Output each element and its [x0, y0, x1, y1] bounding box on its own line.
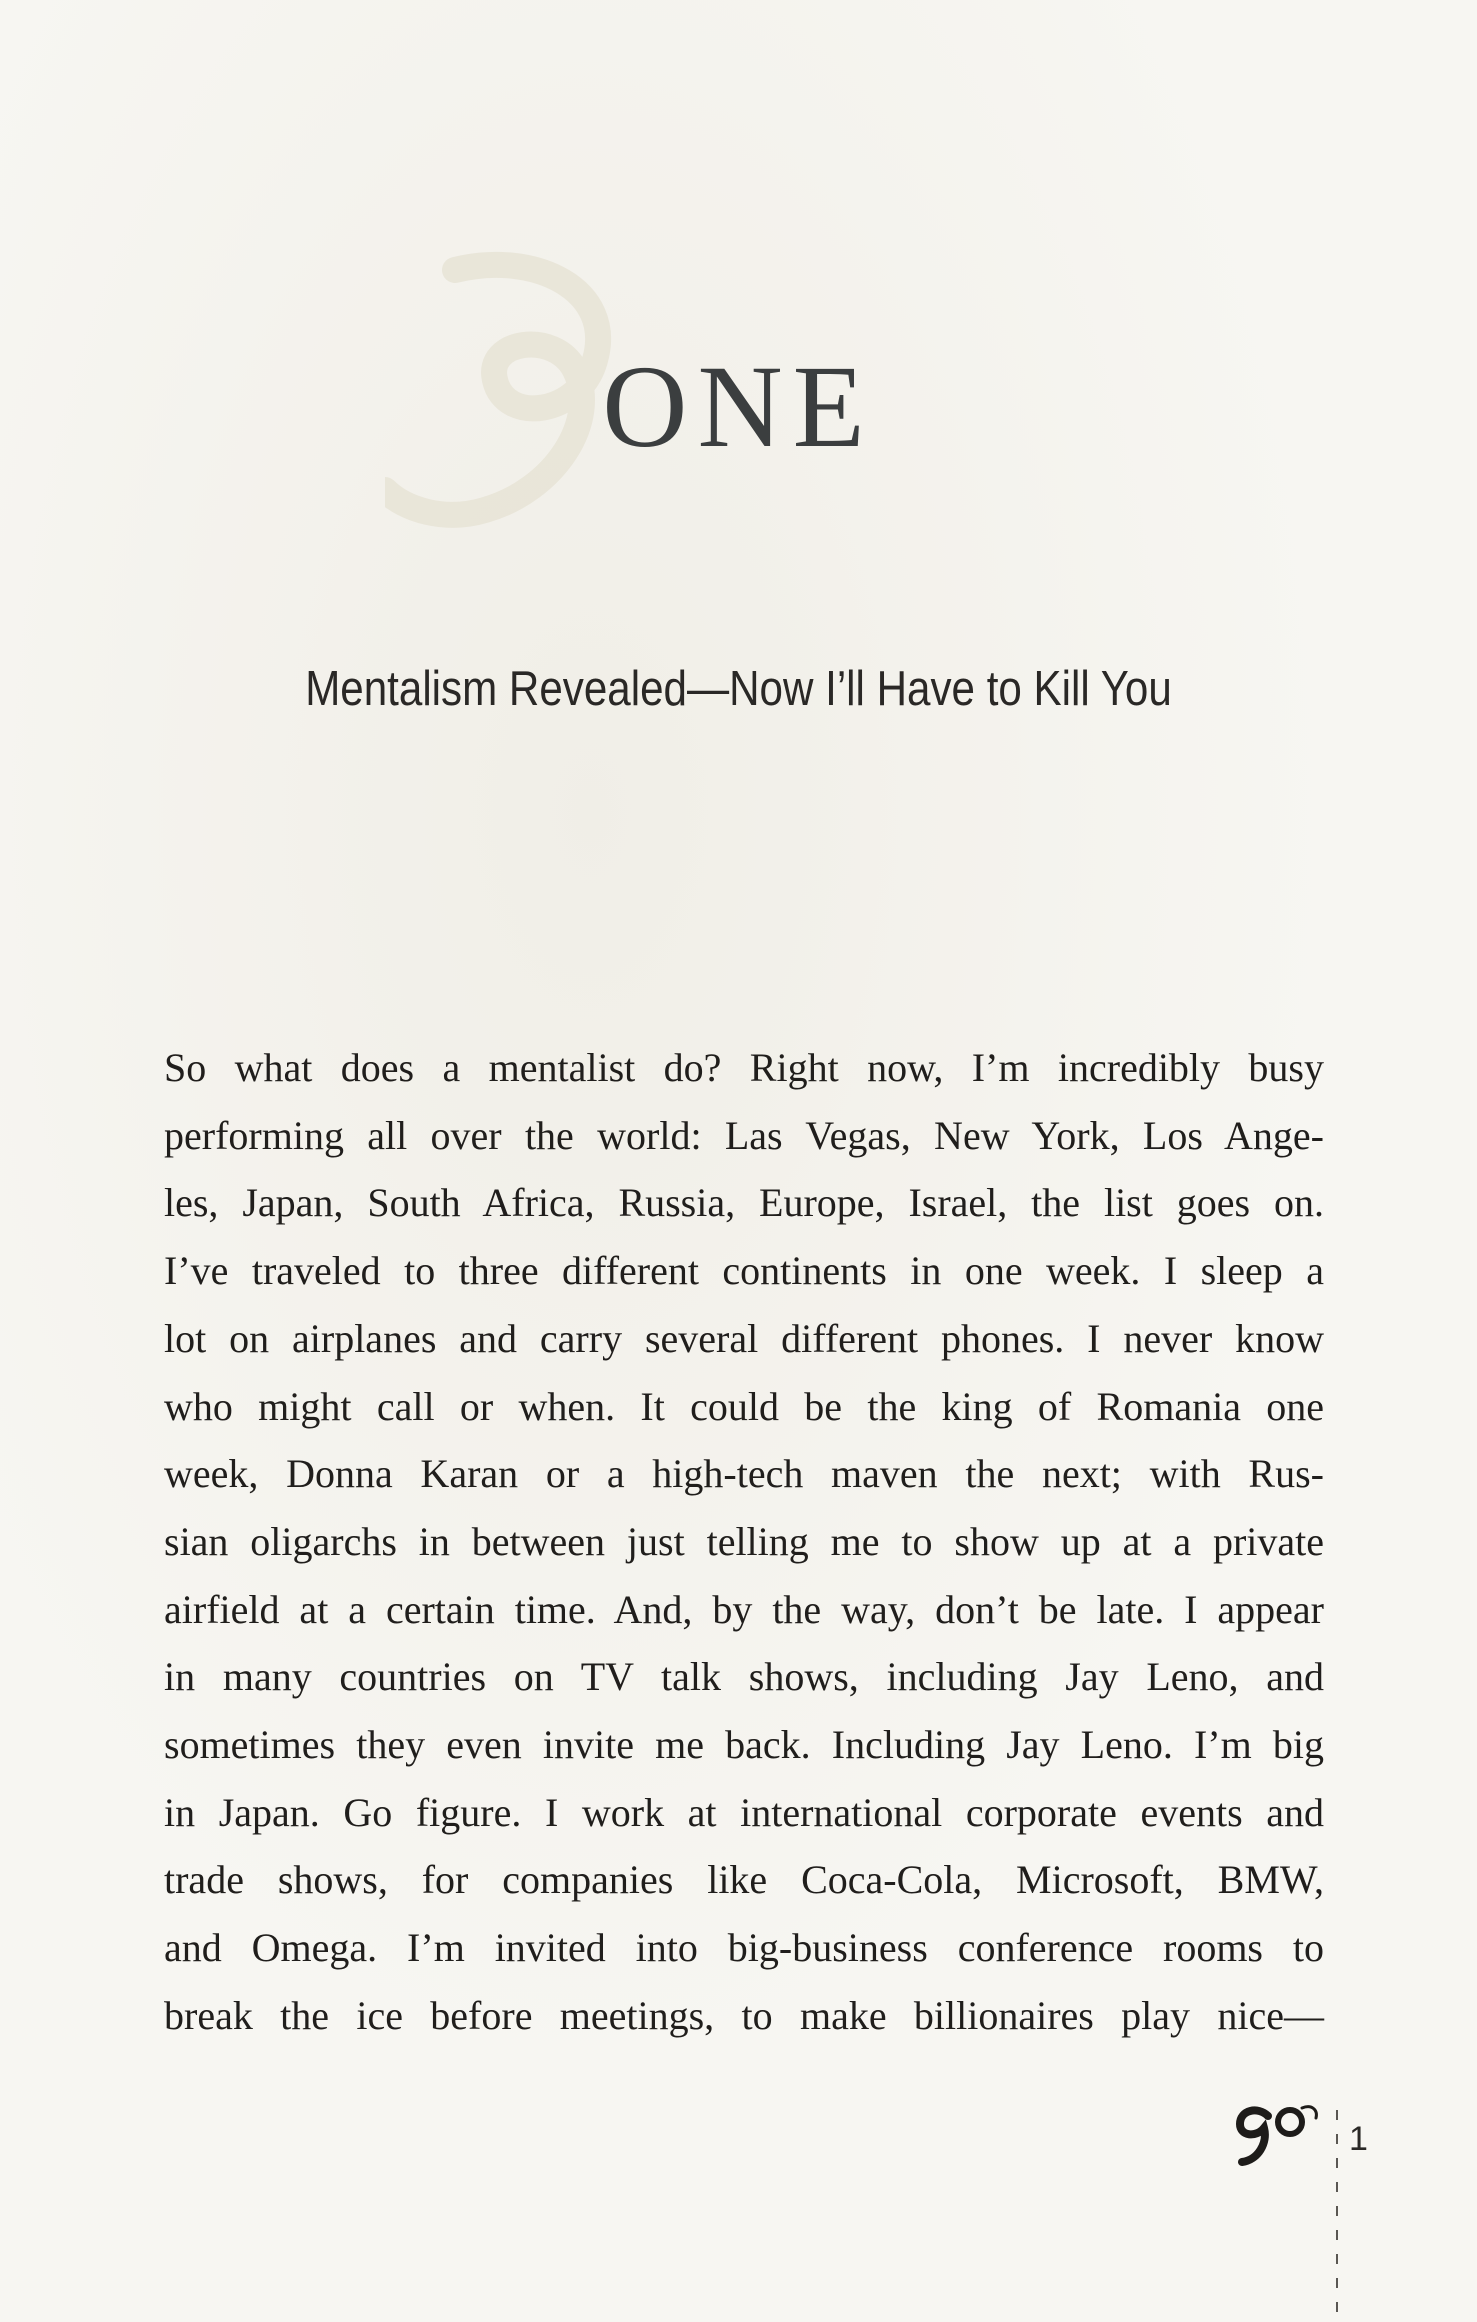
body-line: sometimes they even invite me back. Including Jay Leno. I’m big [164, 1722, 1324, 1768]
body-line: week, Donna Karan or a high-tech maven the next; with Rus- [164, 1451, 1324, 1497]
chapter-number: ONE [602, 341, 875, 472]
page-number: 1 [1349, 2120, 1368, 2158]
body-line: performing all over the world: Las Vegas, New York, Los Ange- [164, 1112, 1324, 1158]
body-line: in many countries on TV talk shows, including Jay Leno, and [164, 1654, 1324, 1700]
body-line: les, Japan, South Africa, Russia, Europe, Israel, the list goes on. [164, 1180, 1324, 1226]
body-line: So what does a mentalist do? Right now, I’m incredibly busy [164, 1045, 1324, 1090]
body-line: break the ice before meetings, to make billionaires play nice— [164, 1992, 1324, 2038]
body-line: trade shows, for companies like Coca-Cola, Microsoft, BMW, [164, 1857, 1324, 1903]
body-line: I’ve traveled to three different continents in one week. I sleep a [164, 1248, 1324, 1294]
body-line: lot on airplanes and carry several different phones. I never know [164, 1315, 1324, 1361]
body-line: airfield at a certain time. And, by the way, don’t be late. I appear [164, 1586, 1324, 1632]
body-line: who might call or when. It could be the king of Romania one [164, 1383, 1324, 1429]
folio-dotted-rule [1335, 2110, 1339, 2322]
body-paragraph [164, 1034, 1324, 2050]
swirl-90-logo-icon [1228, 2098, 1323, 2168]
body-line: sian oligarchs in between just telling me to show up at a private [164, 1518, 1324, 1564]
body-line: in Japan. Go figure. I work at international corporate events and [164, 1789, 1324, 1835]
body-line: and Omega. I’m invited into big-business conference rooms to [164, 1925, 1324, 1971]
chapter-title: Mentalism Revealed—Now I’ll Have to Kill You [305, 662, 1172, 716]
